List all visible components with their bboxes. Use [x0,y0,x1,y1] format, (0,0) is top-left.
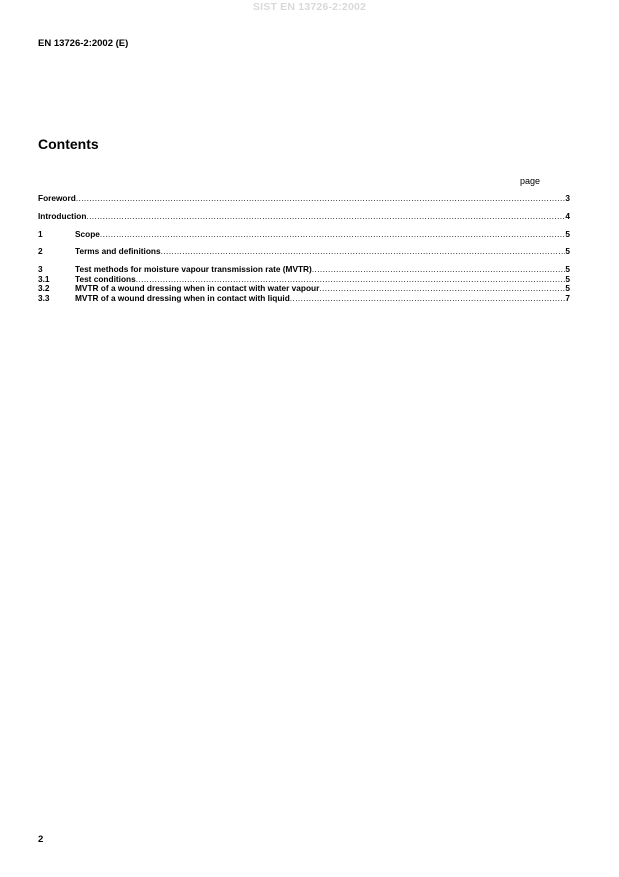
toc-entry-terms[interactable] [38,247,570,257]
toc-entry-title: Test conditions [75,273,136,284]
toc-entry-page: 4 [565,210,570,221]
toc-entry-number: 2 [38,246,43,257]
watermark: SIST EN 13726-2:2002 [252,1,367,13]
toc-entry-number: 3.3 [38,292,50,303]
table-of-contents [38,194,570,304]
toc-leader-dots [86,212,565,222]
document-id: EN 13726-2:2002 (E) [38,38,129,49]
toc-entry-title: MVTR of a wound dressing when in contact with liquid [75,292,290,303]
toc-leader-dots [161,247,566,257]
toc-leader-dots [76,194,566,204]
toc-entry-foreword[interactable] [38,194,570,204]
toc-entry-number: 3.2 [38,283,50,294]
toc-leader-dots [290,294,566,304]
toc-entry-page: 7 [565,292,570,303]
toc-entry-number: 1 [38,228,43,239]
toc-entry-title: MVTR of a wound dressing when in contact with water vapour [75,283,320,294]
page-number: 2 [38,834,44,845]
toc-entry-introduction[interactable] [38,212,570,222]
contents-heading: Contents [38,136,99,152]
toc-entry-title: Introduction [38,210,87,221]
toc-entry-title: Foreword [38,193,76,203]
toc-entry-number: 3.1 [38,273,50,284]
toc-entry-page: 5 [565,264,570,275]
toc-entry-number: 3 [38,264,43,275]
toc-entry-page: 5 [565,283,570,294]
page-column-label: page [520,176,541,186]
toc-entry-page: 5 [565,228,570,239]
toc-leader-dots [100,230,565,240]
toc-entry-title: Test methods for moisture vapour transmission rate (MVTR) [75,264,312,275]
toc-entry-title: Terms and definitions [75,246,161,257]
toc-entry-page: 3 [565,193,570,203]
toc-entry-title: Scope [75,228,100,239]
toc-entry-scope[interactable] [38,230,570,240]
toc-entry-page: 5 [565,246,570,257]
toc-entry-page: 5 [565,273,570,284]
toc-leader-dots [312,265,566,275]
toc-leader-dots [319,284,565,294]
toc-entry-mvtr-liquid[interactable] [38,294,570,304]
